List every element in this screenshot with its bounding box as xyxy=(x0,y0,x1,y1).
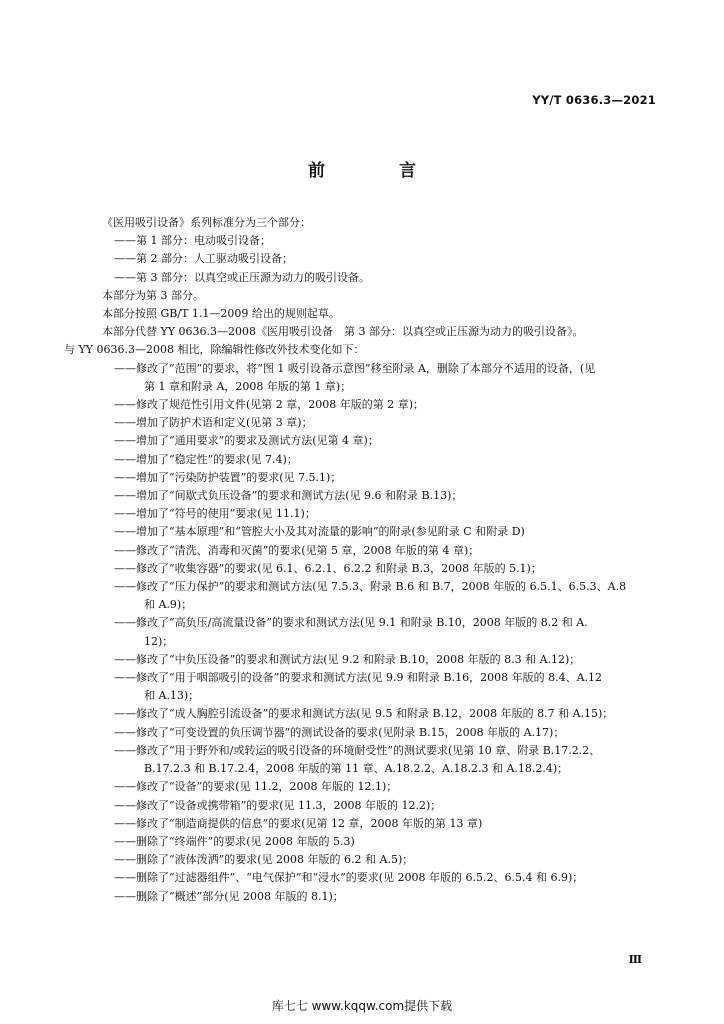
list-item-text: ——删除了“过滤器组件”、“电气保护”和“浸水”的要求(见 2008 年版的 6.5.2、6.5.4 和 6.9)； xyxy=(114,871,584,885)
list-item xyxy=(88,614,656,650)
list-item-text: ——删除了“终端件”的要求(见 2008 年版的 5.3) xyxy=(114,834,355,848)
standard-code: YY/T 0636.3—2021 xyxy=(532,93,656,107)
intro-block xyxy=(88,214,656,341)
intro-line: 本部分为第 3 部分。 xyxy=(102,288,204,302)
list-item xyxy=(88,505,656,523)
list-item-text: ——增加了“符号的使用”要求(见 11.1)； xyxy=(114,507,316,521)
list-item-text: ——修改了“设备或携带箱”的要求(见 11.3，2008 年版的 12.2)； xyxy=(114,798,442,812)
list-item-text: ——修改了“收集容器”的要求(见 6.1、6.2.1、6.2.2 和附录 B.3，2008 年版的 5.1)； xyxy=(114,561,542,575)
list-item xyxy=(88,778,656,796)
list-item xyxy=(88,705,656,723)
intro-line: 《医用吸引设备》系列标准分为三个部分： xyxy=(102,216,311,229)
list-item xyxy=(88,742,656,778)
list-item-text: ——修改了“用于咽部吸引的设备”的要求和测试方法(见 9.9 和附录 B.16，2008 年版的 8.4、A.12 xyxy=(114,671,603,685)
list-item-continuation: B.17.2.3 和 B.17.2.4，2008 年版的第 11 章、A.18.2.2、A.18.2.3 和 A.18.2.4)； xyxy=(144,762,569,776)
list-item-text: ——增加了“基本原理”和“管腔大小及其对流量的影响”的附录(参见附录 C 和附录 D) xyxy=(114,525,525,539)
list-item xyxy=(88,451,656,469)
list-item xyxy=(88,487,656,505)
list-item-text: ——修改了“范围”的要求，将“图 1 吸引设备示意图”移至附录 A，删除了本部分不适用的设备，(见 xyxy=(114,361,596,375)
list-item-text: ——修改了“高负压/高流量设备”的要求和测试方法(见 9.1 和附录 B.10，2008 年版的 8.2 和 A. xyxy=(114,616,588,630)
list-item xyxy=(88,888,656,906)
list-item xyxy=(88,414,656,432)
list-item-text: ——增加了“稳定性”的要求(见 7.4)； xyxy=(114,452,298,466)
list-item-text: ——修改了规范性引用文件(见第 2 章，2008 年版的第 2 章)； xyxy=(114,398,425,412)
list-item-continuation: 和 A.9)； xyxy=(144,598,193,612)
list-item-text: ——删除了“液体泼洒”的要求(见 2008 年版的 6.2 和 A.5)； xyxy=(114,853,414,867)
list-item-continuation: 第 1 章和附录 A，2008 年版的第 1 章)； xyxy=(144,379,352,393)
list-item xyxy=(88,560,656,578)
list-item xyxy=(88,869,656,887)
list-item-text: ——修改了“制造商提供的信息”的要求(见第 12 章，2008 年版的第 13 章) xyxy=(114,816,483,830)
changes-list xyxy=(88,360,656,906)
intro-continuation: 与 YY 0636.3—2008 相比，除编辑性修改外技术变化如下： xyxy=(64,343,365,357)
list-item xyxy=(88,396,656,414)
list-item-continuation: 和 A.13)； xyxy=(144,689,200,703)
list-item xyxy=(88,578,656,614)
list-item-text: ——修改了“用于野外和/或转运的吸引设备的环境耐受性”的测试要求(见第 10 章、附录 B.17.2.2、 xyxy=(114,743,601,757)
list-item xyxy=(88,469,656,487)
list-item-text: ——增加了“通用要求”的要求及测试方法(见第 4 章)； xyxy=(114,434,379,448)
list-item-continuation: 12)； xyxy=(144,634,174,648)
page-number: Ⅲ xyxy=(628,953,642,966)
list-item xyxy=(88,542,656,560)
intro-line: 本部分代替 YY 0636.3—2008《医用吸引设备 第 3 部分：以真空或正压源为动力的吸引设备》。 xyxy=(102,325,584,339)
list-item xyxy=(88,724,656,742)
list-item xyxy=(88,669,656,705)
body-text xyxy=(64,214,656,906)
list-item-text: ——删除了“概述”部分(见 2008 年版的 8.1)； xyxy=(114,889,344,903)
list-item-text: ——增加了防护术语和定义(见第 3 章)； xyxy=(114,416,313,430)
list-item-text: ——修改了“中负压设备”的要求和测试方法(见 9.2 和附录 B.10，2008 年版的 8.3 和 A.12)； xyxy=(114,652,581,666)
list-item-text: ——修改了“可变设置的负压调节器”的测试设备的要求(见附录 B.15，2008 年版的 A.17)； xyxy=(114,725,565,739)
page-title: 前 言 xyxy=(308,161,450,181)
list-item xyxy=(88,797,656,815)
list-item xyxy=(88,432,656,450)
intro-line: ——第 2 部分：人工驱动吸引设备； xyxy=(114,252,293,266)
list-item xyxy=(88,651,656,669)
list-item xyxy=(88,523,656,541)
list-item-text: ——修改了“清洗、消毒和灭菌”的要求(见第 5 章，2008 年版的第 4 章)； xyxy=(114,543,480,557)
list-item-text: ——增加了“污染防护装置”的要求(见 7.5.1)； xyxy=(114,470,342,484)
list-item xyxy=(88,815,656,833)
intro-line: ——第 1 部分：电动吸引设备； xyxy=(114,234,271,248)
list-item xyxy=(88,851,656,869)
list-item-text: ——修改了“成人胸腔引流设备”的要求和测试方法(见 9.5 和附录 B.12，2008 年版的 8.7 和 A.15)； xyxy=(114,707,614,721)
intro-line: ——第 3 部分：以真空或正压源为动力的吸引设备。 xyxy=(114,270,370,284)
intro-line: 本部分按照 GB/T 1.1—2009 给出的规则起草。 xyxy=(102,307,340,321)
list-item-text: ——修改了“压力保护”的要求和测试方法(见 7.5.3、附录 B.6 和 B.7，2008 年版的 6.5.1、6.5.3、A.8 xyxy=(114,580,627,594)
list-item xyxy=(88,833,656,851)
list-item xyxy=(88,360,656,396)
download-footer: 库七七 www.kqqw.com提供下载 xyxy=(271,999,453,1013)
list-item-text: ——修改了“设备”的要求(见 11.2，2008 年版的 12.1)； xyxy=(114,780,398,794)
list-item-text: ——增加了“间歇式负压设备”的要求和测试方法(见 9.6 和附录 B.13)； xyxy=(114,489,463,503)
